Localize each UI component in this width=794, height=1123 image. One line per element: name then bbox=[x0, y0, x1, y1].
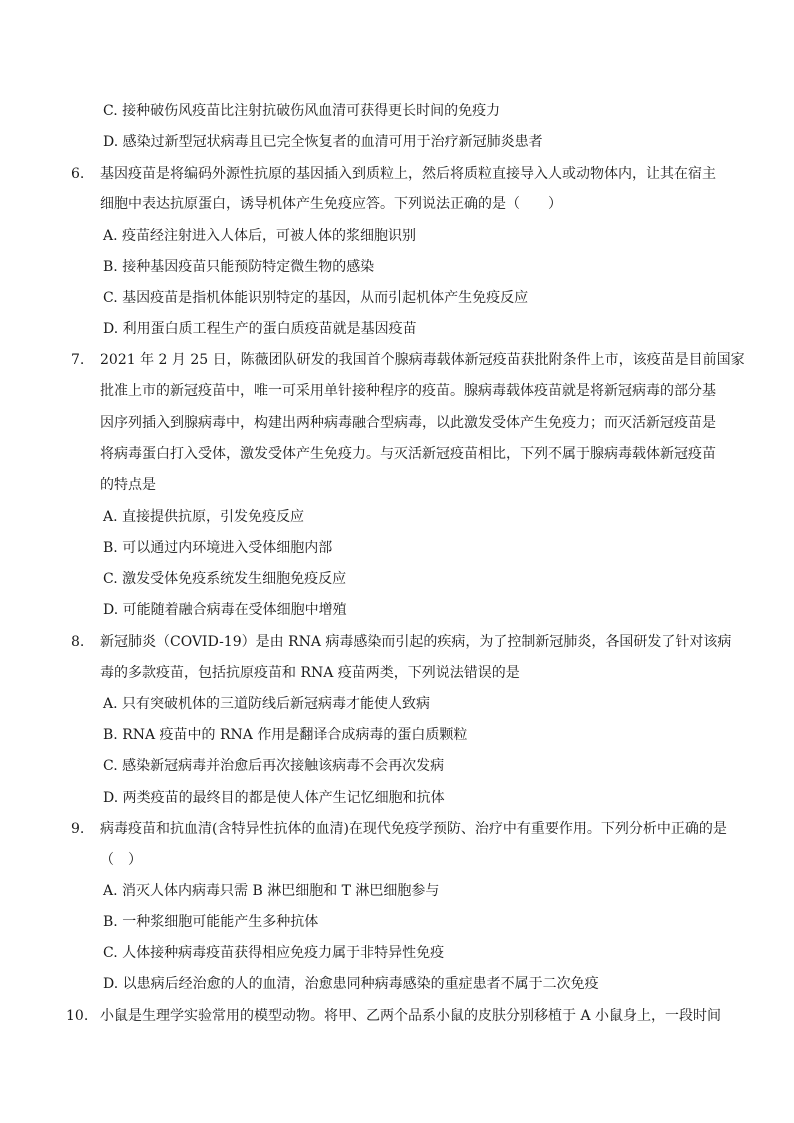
question-line bbox=[0, 471, 794, 499]
question-number: 10. bbox=[66, 1008, 89, 1024]
option-line bbox=[0, 97, 794, 125]
question-stem: 病毒疫苗和抗血清(含特异性抗体的血清)在现代免疫学预防、治疗中有重要作用。下列分析中正确的是 bbox=[100, 821, 727, 837]
option-q8-d: D. 两类疫苗的最终目的都是使人体产生记忆细胞和抗体 bbox=[103, 790, 445, 806]
question-number: 6. bbox=[71, 166, 85, 182]
question-stem: 基因疫苗是将编码外源性抗原的基因插入到质粒上，然后将质粒直接导入人或动物体内，让其在宿主 bbox=[100, 166, 716, 182]
question-stem: 细胞中表达抗原蛋白，诱导机体产生免疫应答。下列说法正确的是（ ） bbox=[100, 196, 562, 212]
question-line bbox=[0, 409, 794, 437]
option-line bbox=[0, 253, 794, 281]
option-q8-c: C. 感染新冠病毒并治愈后再次接触该病毒不会再次发病 bbox=[103, 758, 445, 774]
option-line bbox=[0, 752, 794, 780]
question-stem: 的特点是 bbox=[100, 477, 156, 493]
question-stem: （ ） bbox=[100, 852, 142, 868]
option-q6-b: B. 接种基因疫苗只能预防特定微生物的感染 bbox=[103, 259, 375, 275]
option-line bbox=[0, 596, 794, 624]
option-q6-c: C. 基因疫苗是指机体能识别特定的基因，从而引起机体产生免疫反应 bbox=[103, 290, 529, 306]
option-q9-d: D. 以患病后经治愈的人的血清，治愈患同种病毒感染的重症患者不属于二次免疫 bbox=[103, 976, 599, 992]
option-q7-c: C. 激发受体免疫系统发生细胞免疫反应 bbox=[103, 571, 347, 587]
option-q5-d: D. 感染过新型冠状病毒且已完全恢复者的血清可用于治疗新冠肺炎患者 bbox=[103, 134, 543, 150]
option-q5-c: C. 接种破伤风疫苗比注射抗破伤风血清可获得更长时间的免疫力 bbox=[103, 103, 501, 119]
option-line bbox=[0, 784, 794, 812]
question-line bbox=[0, 659, 794, 687]
option-line bbox=[0, 128, 794, 156]
question-line bbox=[0, 1002, 794, 1030]
question-stem: 因序列插入到腺病毒中，构建出两种病毒融合型病毒，以此激发受体产生免疫力；而灭活新冠疫苗是 bbox=[100, 415, 716, 431]
option-q9-a: A. 消灭人体内病毒只需 B 淋巴细胞和 T 淋巴细胞参与 bbox=[103, 883, 440, 899]
option-q6-d: D. 利用蛋白质工程生产的蛋白质疫苗就是基因疫苗 bbox=[103, 321, 417, 337]
question-number: 7. bbox=[71, 352, 85, 368]
question-line bbox=[0, 628, 794, 656]
question-line bbox=[0, 377, 794, 405]
option-line bbox=[0, 939, 794, 967]
option-q7-d: D. 可能随着融合病毒在受体细胞中增殖 bbox=[103, 602, 347, 618]
question-line bbox=[0, 190, 794, 218]
option-q8-a: A. 只有突破机体的三道防线后新冠病毒才能使人致病 bbox=[103, 696, 431, 712]
question-stem: 2021 年 2 月 25 日，陈薇团队研发的我国首个腺病毒载体新冠疫苗获批附条件上市，该疫苗是目前国家 bbox=[100, 352, 745, 368]
option-q6-a: A. 疫苗经注射进入人体后，可被人体的浆细胞识别 bbox=[103, 228, 417, 244]
option-line bbox=[0, 721, 794, 749]
option-line bbox=[0, 908, 794, 936]
question-number: 9. bbox=[71, 821, 85, 837]
option-line bbox=[0, 877, 794, 905]
question-line bbox=[0, 846, 794, 874]
option-line bbox=[0, 284, 794, 312]
option-line bbox=[0, 565, 794, 593]
option-q7-a: A. 直接提供抗原，引发免疫反应 bbox=[103, 509, 305, 525]
option-line bbox=[0, 534, 794, 562]
question-line bbox=[0, 815, 794, 843]
option-q9-c: C. 人体接种病毒疫苗获得相应免疫力属于非特异性免疫 bbox=[103, 945, 445, 961]
question-stem: 毒的多款疫苗，包括抗原疫苗和 RNA 疫苗两类，下列说法错误的是 bbox=[100, 665, 520, 681]
option-line bbox=[0, 503, 794, 531]
question-line bbox=[0, 440, 794, 468]
option-line bbox=[0, 690, 794, 718]
question-line bbox=[0, 346, 794, 374]
option-line bbox=[0, 970, 794, 998]
option-q7-b: B. 可以通过内环境进入受体细胞内部 bbox=[103, 540, 333, 556]
option-q9-b: B. 一种浆细胞可能能产生多种抗体 bbox=[103, 914, 319, 930]
option-line bbox=[0, 222, 794, 250]
question-stem: 批准上市的新冠疫苗中，唯一可采用单针接种程序的疫苗。腺病毒载体疫苗就是将新冠病毒的部分基 bbox=[100, 383, 716, 399]
question-stem: 将病毒蛋白打入受体，激发受体产生免疫力。与灭活新冠疫苗相比，下列不属于腺病毒载体新冠疫苗 bbox=[100, 446, 716, 462]
question-number: 8. bbox=[71, 634, 85, 650]
question-stem: 小鼠是生理学实验常用的模型动物。将甲、乙两个品系小鼠的皮肤分别移植于 A 小鼠身上，一段时间 bbox=[100, 1008, 722, 1024]
option-line bbox=[0, 315, 794, 343]
option-q8-b: B. RNA 疫苗中的 RNA 作用是翻译合成病毒的蛋白质颗粒 bbox=[103, 727, 468, 743]
question-stem: 新冠肺炎（COVID-19）是由 RNA 病毒感染而引起的疾病，为了控制新冠肺炎，各国研发了针对该病 bbox=[100, 634, 732, 650]
question-line bbox=[0, 160, 794, 188]
